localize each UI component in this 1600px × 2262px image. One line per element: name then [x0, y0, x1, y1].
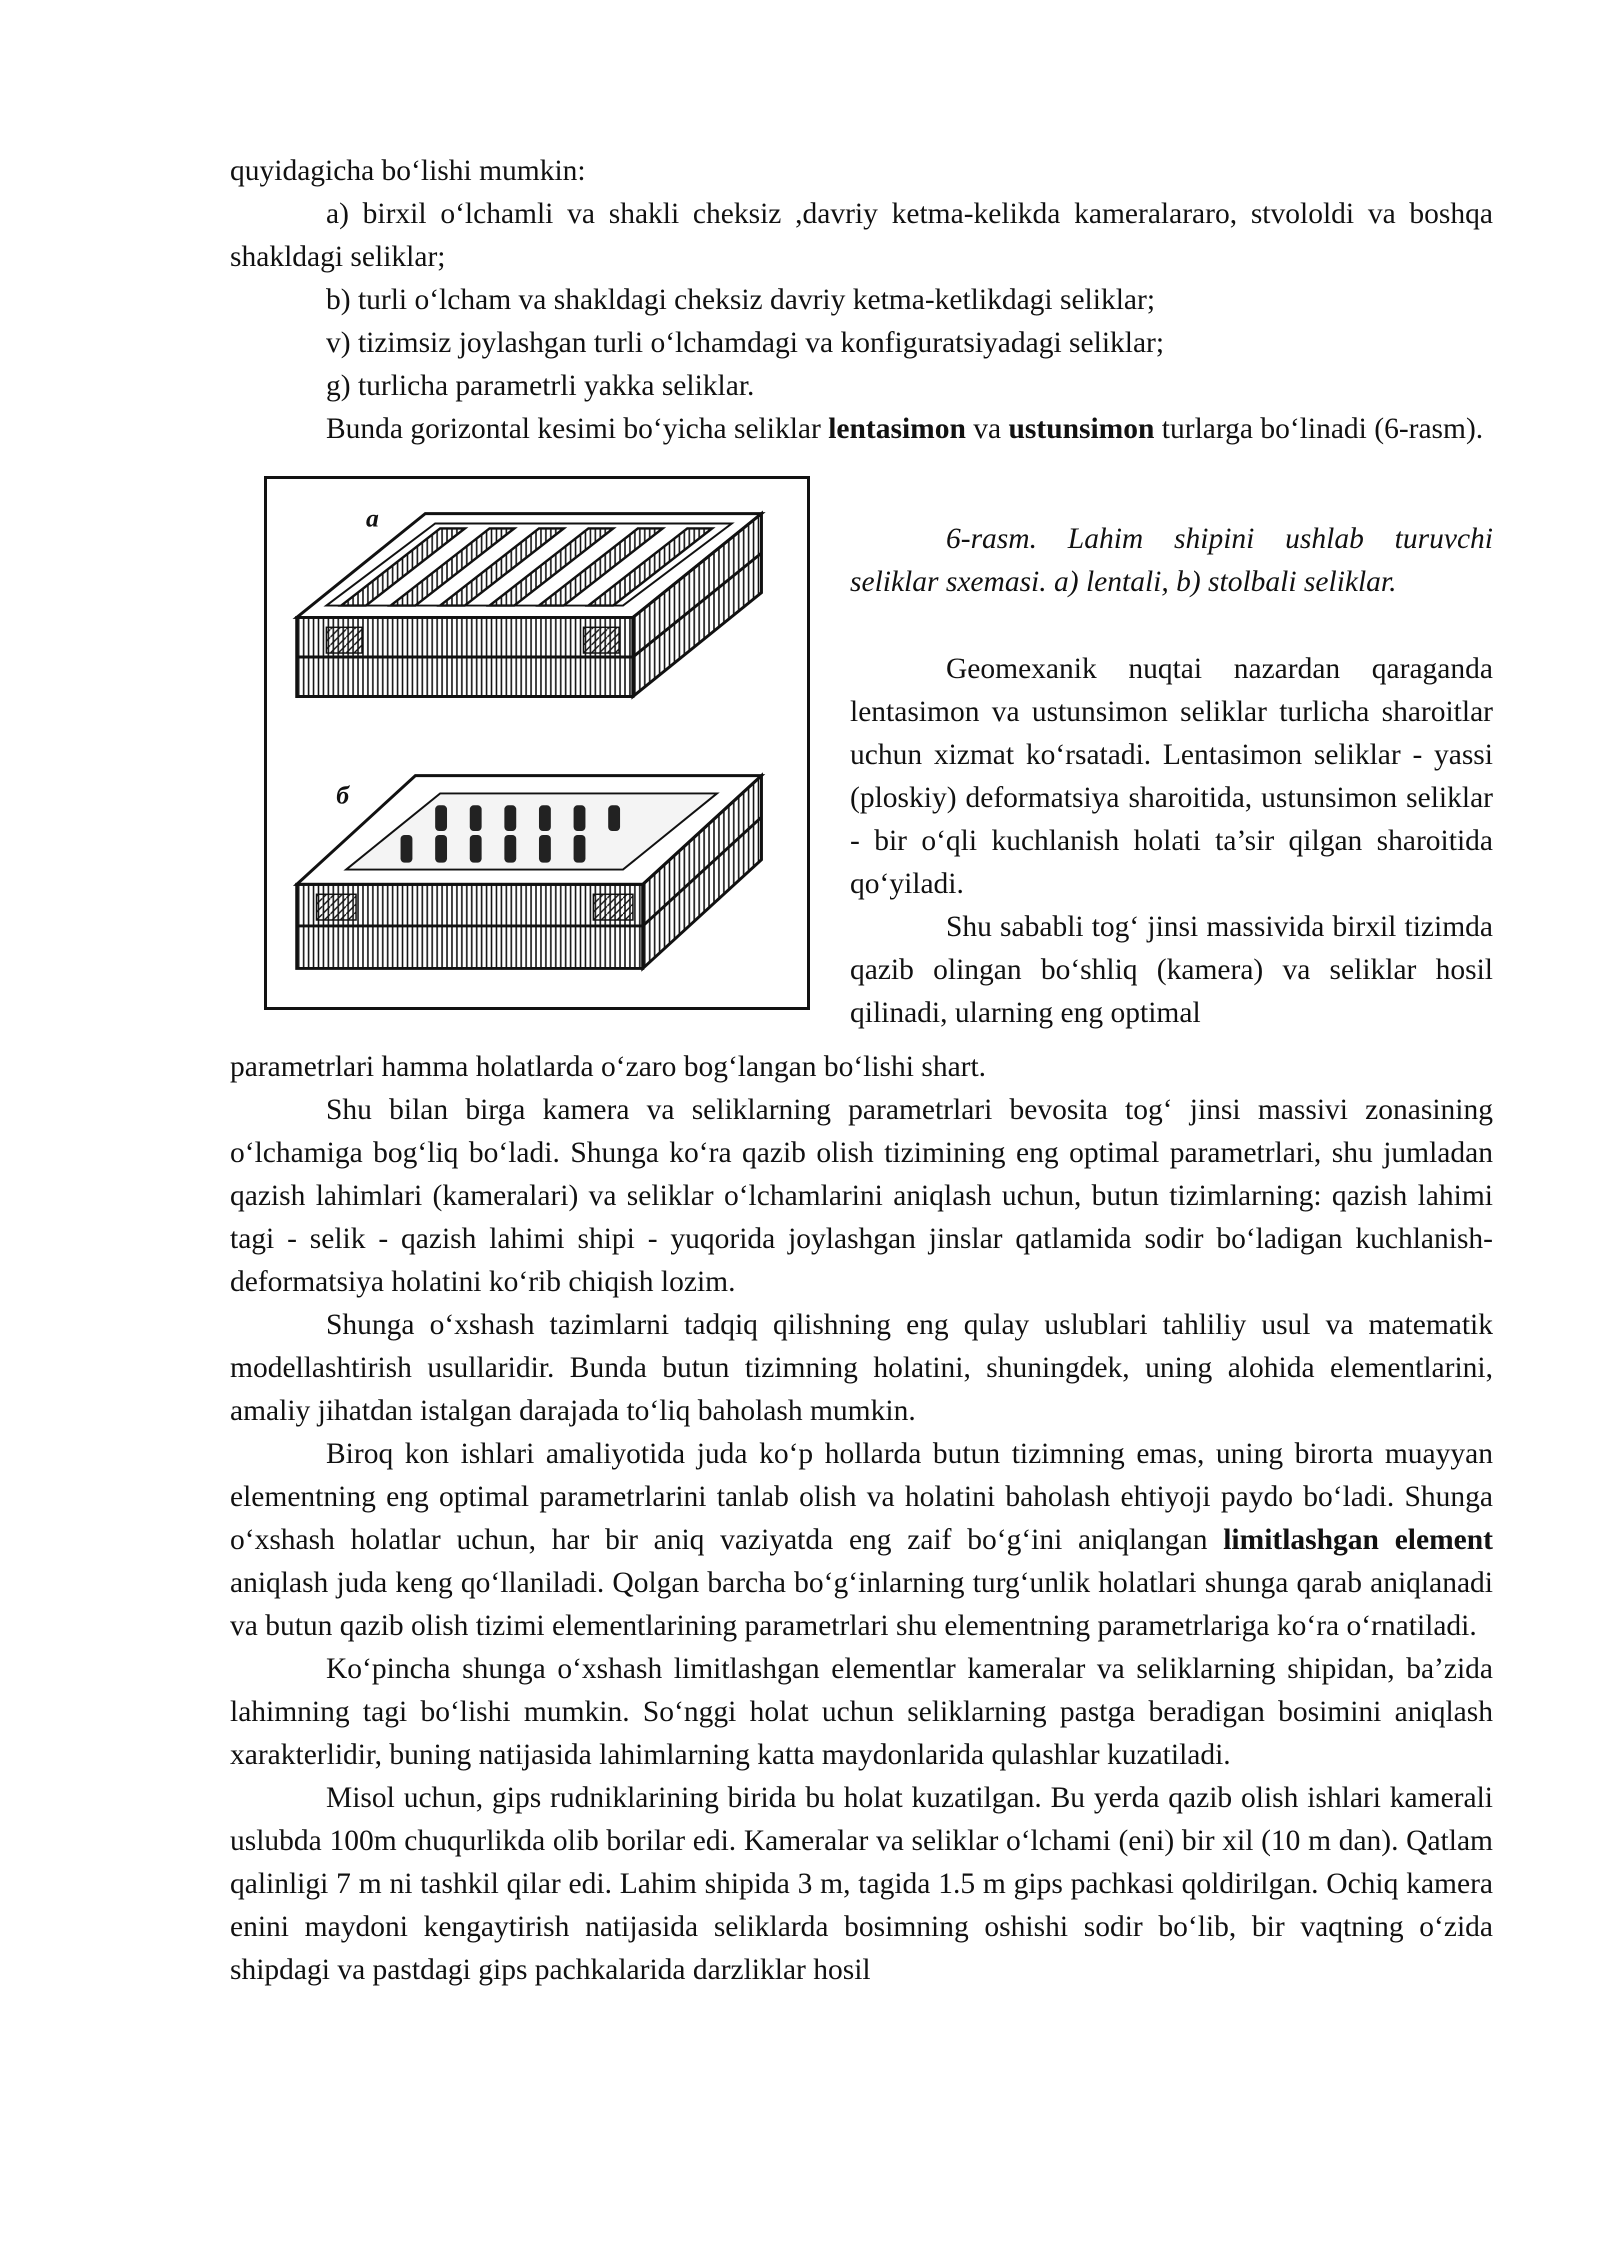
paragraph-intro: quyidagicha bo‘lishi mumkin: — [230, 155, 586, 187]
bold-term-lentasimon: lentasimon — [828, 413, 966, 445]
text-run: Bunda gorizontal kesimi bo‘yicha seliklar — [326, 413, 829, 445]
list-item-a: a) birxil o‘lchamli va shakli cheksiz ,davriy ketma-kelikda kameralararo, stvololdi va boshqa shakldagi seliklar; — [230, 198, 1493, 273]
figure-pillar-schemes — [264, 476, 810, 1010]
text-run: turlarga bo‘linadi (6-rasm). — [1154, 413, 1484, 445]
bold-term-ustunsimon: ustunsimon — [1008, 413, 1155, 445]
paragraph-shu-sababli-continued: parametrlari hamma holatlarda o‘zaro bog‘langan bo‘lishi shart. — [230, 1051, 987, 1083]
text-run: Biroq kon ishlari amaliyotida juda ko‘p hollarda butun tizimning emas, uning birorta muayyan elementning eng optimal parametrlarini tanlab olish va holatini baholash ehtiyoji paydo bo‘ladi. Shunga o‘xshash holatlar uchun, har bir aniq vaziyatda eng zaif bo‘g‘ini aniqlangan — [230, 1438, 1493, 1556]
paragraph-shu-bilan-birga: Shu bilan birga kamera va seliklarning parametrlari bevosita tog‘ jinsi massivi zonasining o‘lchamiga bog‘liq bo‘ladi. Shunga ko‘ra qazib olish tizimining eng optimal parametrlari, shu jumladan qazish lahimlari (kameralari) va seliklar o‘lchamlarini aniqlash uchun, butun tizimlarning: qazish lahimi tagi - selik - qazish lahimi shipi - yuqorida joylashgan jinslar qatlamida sodir bo‘ladigan kuchlanish-deformatsiya holatini ko‘rib chiqish lozim. — [230, 1094, 1493, 1298]
text-run: va — [965, 413, 1009, 445]
paragraph-biroq — [230, 1433, 1493, 1648]
document-page — [230, 150, 1493, 1992]
paragraph-kopincha: Ko‘pincha shunga o‘xshash limitlashgan elementlar kameralar va seliklarning shipidan, ba’zida lahimning tagi bo‘lishi mumkin. So‘nggi holat uchun seliklarning pastga beradigan bosimini aniqlash xarakterlidir, buning natijasida lahimlarning katta maydonlarida qulashlar kuzatiladi. — [230, 1653, 1493, 1771]
diagram-a-strip-pillars — [297, 514, 762, 697]
figure-block — [230, 458, 1493, 1048]
diagram-b-column-pillars — [297, 776, 762, 969]
list-item-v: v) tizimsiz joylashgan turli o‘lchamdagi va konfiguratsiyadagi seliklar; — [326, 327, 1165, 359]
label-a: a — [365, 503, 379, 533]
label-b: б — [336, 780, 350, 810]
paragraph-geomexanik: Geomexanik nuqtai nazardan qaraganda lentasimon va ustunsimon seliklar turlicha sharoitlar uchun xizmat ko‘rsatadi. Lentasimon seliklar - yassi (ploskiy) deformatsiya sharoitida, ustunsimon seliklar - bir o‘qli kuchlanish holati ta’sir qilgan sharoitida qo‘yiladi. — [850, 653, 1493, 900]
paragraph-bunda — [230, 408, 1493, 451]
paragraph-tazimlarni: Shunga o‘xshash tazimlarni tadqiq qilishning eng qulay uslublari tahliliy usul va matematik modellashtirish usullaridir. Bunda butun tizimning holatini, shuningdek, uning alohida elementlarini, amaliy jihatdan istalgan darajada to‘liq baholash mumkin. — [230, 1309, 1493, 1427]
text-run: aniqlash juda keng qo‘llaniladi. Qolgan barcha bo‘g‘inlarning turg‘unlik holatlari shunga qarab aniqlanadi va butun qazib olish tizimi elementlarining parametrlari shu elementning parametrlariga ko‘ra o‘rnatiladi. — [230, 1567, 1493, 1642]
bold-term-limitlashgan-element: limitlashgan element — [1223, 1524, 1493, 1556]
figure-side-column — [850, 518, 1493, 1035]
figure-caption: 6-rasm. Lahim shipini ushlab turuvchi seliklar sxemasi. a) lentali, b) stolbali seliklar. — [850, 523, 1493, 598]
paragraph-shu-sababli: Shu sababli tog‘ jinsi massivida birxil tizimda qazib olingan bo‘shliq (kamera) va seliklar hosil qilinadi, ularning eng optimal — [850, 911, 1493, 1029]
figure-drawing — [267, 479, 807, 1007]
list-item-g: g) turlicha parametrli yakka seliklar. — [326, 370, 755, 402]
list-item-b: b) turli o‘lcham va shakldagi cheksiz davriy ketma-ketlikdagi seliklar; — [326, 284, 1156, 316]
paragraph-misol: Misol uchun, gips rudniklarining birida bu holat kuzatilgan. Bu yerda qazib olish ishlari kamerali uslubda 100m chuqurlikda olib borilar edi. Kameralar va seliklar o‘lchami (eni) bir xil (10 m dan). Qatlam qalinligi 7 m ni tashkil qilar edi. Lahim shipida 3 m, tagida 1.5 m gips pachkasi qoldirilgan. Ochiq kamera enini maydoni kengaytirish natijasida seliklarda bosimning oshishi sodir bo‘lib, bir vaqtning o‘zida shipdagi va pastdagi gips pachkalarida darzliklar hosil — [230, 1782, 1493, 1986]
